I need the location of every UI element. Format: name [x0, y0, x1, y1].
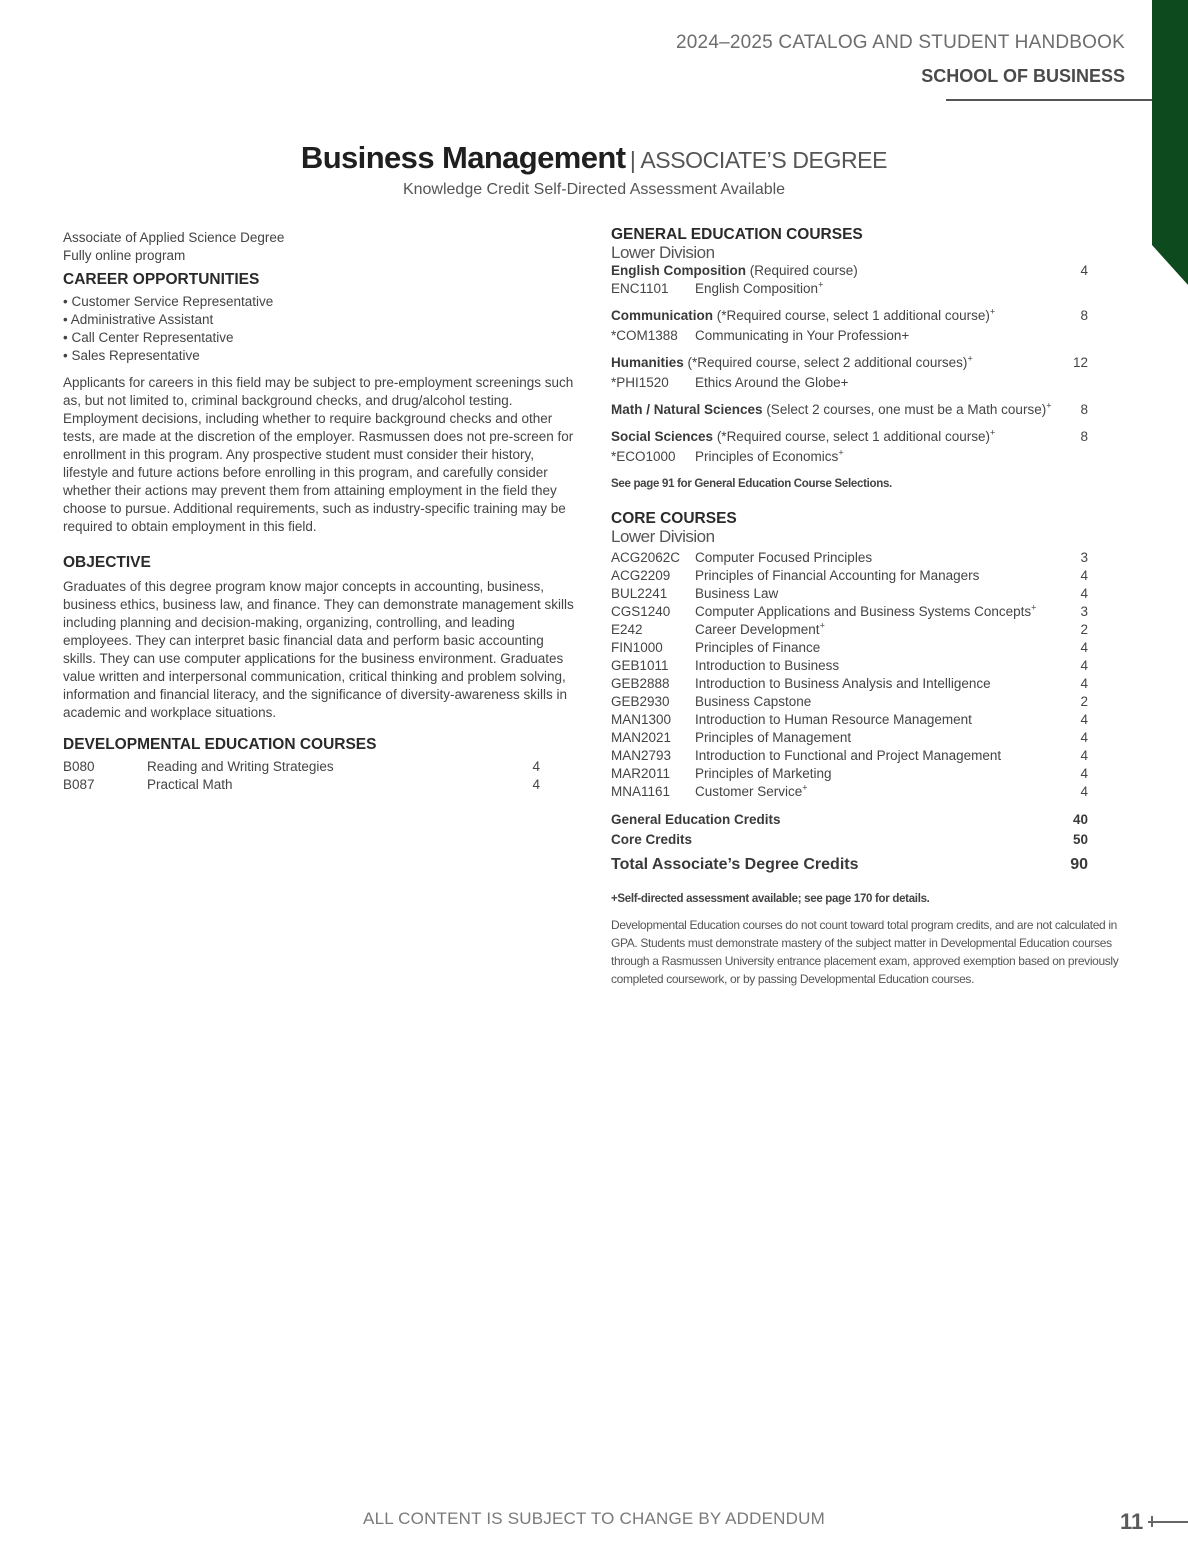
course-credits: 4	[1080, 568, 1088, 583]
dev-ed-table	[63, 758, 540, 794]
course-credits: 4	[1080, 766, 1088, 781]
total-label: General Education Credits	[611, 812, 781, 827]
course-title: Introduction to Business	[695, 658, 840, 673]
course-title: Principles of Financial Accounting for Managers	[695, 568, 980, 583]
course-credits: 4	[1080, 640, 1088, 655]
program-title: Business Management	[300, 140, 626, 175]
plus-mark: +	[802, 782, 808, 793]
plus-mark: +	[819, 620, 825, 631]
course-title: Career Development	[695, 622, 820, 637]
table-row	[611, 280, 1088, 298]
course-code: ACG2209	[611, 568, 671, 583]
table-row	[611, 621, 1088, 639]
total-row	[611, 810, 1088, 830]
left-column	[63, 229, 578, 794]
plus-mark: +	[967, 353, 973, 364]
dev-ed-note: Developmental Education courses do not count toward total program credits, and are not calculated in GPA. Students must demonstrate mastery of the subject matter in Developmental Education courses through a Rasmussen University entrance placement exam, approved exemption based on previously completed coursework, or by passing Developmental Education courses.	[611, 918, 1119, 986]
course-title: Computer Applications and Business Systems Concepts	[695, 604, 1032, 619]
group-credits: 8	[1080, 402, 1088, 417]
career-paragraph: Applicants for careers in this field may be subject to pre-employment screenings such as, but not limited to, criminal background checks, and drug/alcohol testing. Employment decisions, including whether to require background checks and other tests, are made at the discretion of the employer. Rasmussen does not pre-screen for enrollment in this program. Any prospective student must consider their history, lifestyle and future actions before enrolling in this program, and carefully consider whether their actions may prevent them from attaining employment in the field they choose to pursue. Additional requirements, such as industry-specific training may be required to obtain employment in this field.	[63, 375, 574, 534]
group-label: Communication	[611, 308, 714, 323]
table-row	[611, 693, 1088, 711]
course-title: Practical Math	[147, 777, 233, 792]
course-title: Reading and Writing Strategies	[147, 759, 334, 774]
gen-ed-group-header	[611, 428, 1088, 446]
course-code: GEB2888	[611, 676, 670, 691]
course-title: Computer Focused Principles	[695, 550, 873, 565]
page-number-tick	[1151, 1516, 1153, 1527]
course-code: ACG2062C	[611, 550, 681, 565]
course-code: B087	[63, 777, 95, 792]
course-code: MAN2793	[611, 748, 672, 763]
gen-ed-group	[611, 262, 1088, 298]
course-title: Business Law	[695, 586, 779, 601]
group-note: (Required course)	[746, 263, 858, 278]
plus-mark: +	[989, 306, 996, 317]
course-credits: 4	[1080, 676, 1088, 691]
gen-ed-group-header	[611, 307, 1088, 325]
group-credits: 8	[1080, 429, 1088, 444]
course-code: MNA1161	[611, 784, 671, 799]
plus-mark: +	[989, 427, 996, 438]
course-code: MAN2021	[611, 730, 672, 745]
course-code: GEB2930	[611, 694, 670, 709]
course-credits: 4	[532, 759, 540, 774]
grand-total-row	[611, 856, 1088, 874]
grand-total-label: Total Associate’s Degree Credits	[611, 856, 859, 873]
list-item: • Customer Service Representative	[63, 294, 274, 309]
group-label: English Composition	[611, 263, 746, 278]
table-row	[611, 639, 1088, 657]
course-credits: 4	[1080, 586, 1088, 601]
gen-ed-group-header	[611, 262, 1088, 280]
plus-mark: +	[1046, 400, 1052, 411]
table-row	[611, 549, 1088, 567]
school-header: SCHOOL OF BUSINESS	[921, 66, 1125, 86]
total-row	[611, 830, 1088, 850]
course-code: *PHI1520	[611, 375, 669, 390]
gen-ed-group	[611, 354, 1088, 392]
group-note: (Select 2 courses, one must be a Math course)	[762, 402, 1047, 417]
course-code: *ECO1000	[611, 449, 676, 464]
course-code: FIN1000	[611, 640, 663, 655]
right-column	[611, 226, 1119, 988]
group-credits: 8	[1080, 308, 1088, 323]
course-title: Introduction to Functional and Project Management	[695, 748, 1002, 763]
gen-ed-group	[611, 401, 1088, 419]
self-directed-note: +Self-directed assessment available; see page 170 for details.	[611, 893, 930, 905]
table-row	[611, 675, 1088, 693]
group-credits: 4	[1080, 263, 1088, 278]
table-row	[611, 729, 1088, 747]
title-separator: |	[629, 147, 636, 173]
table-row	[611, 747, 1088, 765]
course-credits: 4	[532, 777, 540, 792]
course-credits: 4	[1080, 784, 1088, 799]
group-note: (*Required course, select 1 additional course)	[713, 308, 990, 323]
list-item: • Call Center Representative	[63, 330, 234, 345]
table-row	[611, 374, 1088, 392]
group-credits: 12	[1072, 355, 1088, 370]
header-divider	[946, 99, 1152, 101]
list-item: • Administrative Assistant	[63, 312, 214, 327]
group-note: (*Required course, select 1 additional course)	[713, 429, 990, 444]
course-credits: 3	[1080, 550, 1088, 565]
course-code: MAR2011	[611, 766, 671, 781]
plus-mark: +	[1031, 602, 1037, 613]
group-note: (*Required course, select 2 additional courses)	[683, 355, 968, 370]
degree-type: Associate of Applied Science Degree	[63, 230, 285, 245]
course-title: Principles of Management	[695, 730, 852, 745]
table-row	[63, 758, 540, 776]
table-row	[611, 765, 1088, 783]
delivery-mode: Fully online program	[63, 248, 186, 263]
course-title: Ethics Around the Globe+	[695, 375, 849, 390]
course-title: Principles of Finance	[695, 640, 821, 655]
degree-label: ASSOCIATE’S DEGREE	[640, 147, 888, 173]
core-heading: CORE COURSES	[611, 510, 737, 527]
course-credits: 4	[1080, 748, 1088, 763]
course-credits: 3	[1080, 604, 1088, 619]
career-heading: CAREER OPPORTUNITIES	[63, 271, 260, 288]
course-code: E242	[611, 622, 643, 637]
core-division: Lower Division	[611, 527, 715, 546]
course-title: Principles of Economics	[695, 449, 839, 464]
table-row	[611, 657, 1088, 675]
course-code: CGS1240	[611, 604, 671, 619]
course-credits: 4	[1080, 658, 1088, 673]
gen-ed-note: See page 91 for General Education Course Selections.	[611, 478, 892, 490]
table-row	[611, 585, 1088, 603]
table-row	[611, 567, 1088, 585]
footer-disclaimer: ALL CONTENT IS SUBJECT TO CHANGE BY ADDENDUM	[363, 1509, 825, 1528]
gen-ed-heading: GENERAL EDUCATION COURSES	[611, 226, 863, 243]
grand-total-value: 90	[1070, 856, 1088, 873]
plus-mark: +	[818, 279, 824, 290]
table-row	[611, 711, 1088, 729]
table-row	[611, 783, 1088, 801]
course-credits: 4	[1080, 712, 1088, 727]
course-credits: 2	[1080, 622, 1088, 637]
credit-totals	[611, 810, 1088, 850]
dev-ed-heading: DEVELOPMENTAL EDUCATION COURSES	[63, 736, 377, 753]
objective-heading: OBJECTIVE	[63, 554, 151, 571]
group-label: Humanities	[611, 355, 684, 370]
gen-ed-group-header	[611, 401, 1088, 419]
course-code: GEB1011	[611, 658, 669, 673]
gen-ed-group	[611, 307, 1088, 345]
total-value: 50	[1072, 832, 1088, 847]
course-title: Introduction to Human Resource Management	[695, 712, 972, 727]
career-list	[63, 293, 578, 365]
core-table	[611, 549, 1088, 801]
course-title: Business Capstone	[695, 694, 812, 709]
course-code: MAN1300	[611, 712, 672, 727]
course-credits: 2	[1080, 694, 1088, 709]
page-number-rule	[1148, 1521, 1188, 1523]
objective-paragraph: Graduates of this degree program know major concepts in accounting, business, business ethics, business law, and finance. They can demonstrate management skills including planning and decision-making, organizing, controlling, and leading employees. They can interpret basic financial data and perform basic accounting skills. They can use computer applications for the business environment. Graduates value written and interpersonal communication, critical thinking and problem solving, information and financial literacy, and the significance of diversity-awareness skills in academic and workplace situations.	[63, 579, 574, 720]
group-label: Social Sciences	[611, 429, 714, 444]
page-title	[0, 140, 1188, 176]
table-row	[611, 327, 1088, 345]
gen-ed-division: Lower Division	[611, 243, 715, 262]
total-label: Core Credits	[611, 832, 693, 847]
gen-ed-group	[611, 428, 1088, 466]
course-code: *COM1388	[611, 328, 678, 343]
course-title: Introduction to Business Analysis and Intelligence	[695, 676, 991, 691]
course-code: ENC1101	[611, 281, 669, 296]
course-title: Customer Service	[695, 784, 803, 799]
course-code: BUL2241	[611, 586, 668, 601]
catalog-header: 2024–2025 CATALOG AND STUDENT HANDBOOK	[676, 32, 1125, 53]
gen-ed-group-header	[611, 354, 1088, 372]
table-row	[611, 448, 1088, 466]
course-credits: 4	[1080, 730, 1088, 745]
course-title: Communicating in Your Profession+	[695, 328, 910, 343]
total-value: 40	[1072, 812, 1088, 827]
list-item: • Sales Representative	[63, 348, 200, 363]
course-code: B080	[63, 759, 95, 774]
table-row	[611, 603, 1088, 621]
page-subtitle: Knowledge Credit Self-Directed Assessment Available	[402, 181, 786, 198]
group-label: Math / Natural Sciences	[611, 402, 763, 417]
plus-mark: +	[838, 447, 844, 458]
course-title: Principles of Marketing	[695, 766, 832, 781]
course-title: English Composition	[695, 281, 819, 296]
table-row	[63, 776, 540, 794]
page-number: 11	[1120, 1509, 1144, 1534]
